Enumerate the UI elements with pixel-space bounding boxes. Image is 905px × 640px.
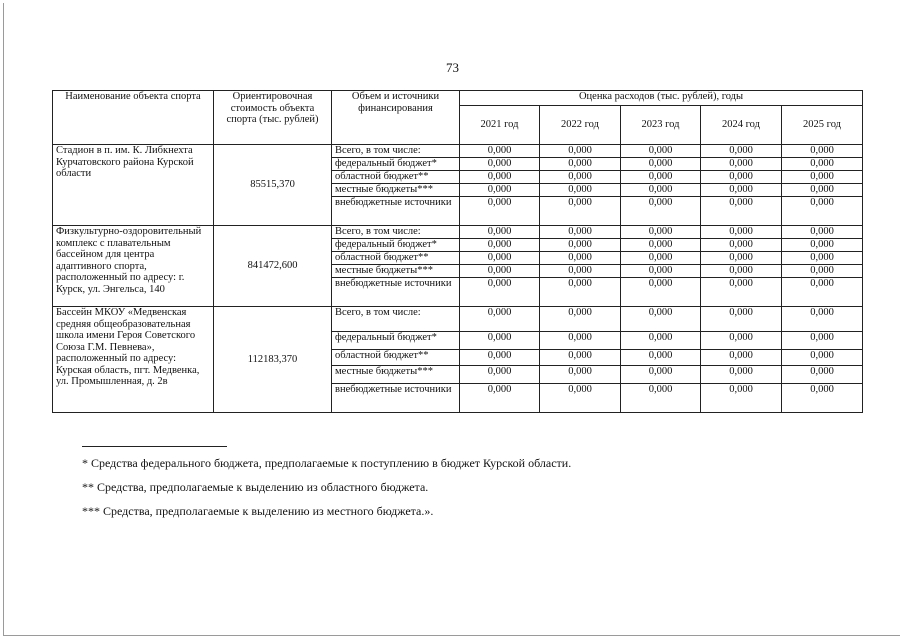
source-label: федеральный бюджет* — [332, 158, 460, 171]
value-cell: 0,000 — [621, 366, 701, 384]
source-label: внебюджетные источники — [332, 278, 460, 307]
value-cell: 0,000 — [701, 171, 782, 184]
value-cell: 0,000 — [460, 350, 540, 366]
project-cost: 841472,600 — [214, 226, 332, 307]
value-cell: 0,000 — [782, 278, 863, 307]
header-name: Наименование объекта спорта — [53, 91, 214, 145]
value-cell: 0,000 — [540, 226, 621, 239]
value-cell: 0,000 — [540, 350, 621, 366]
value-cell: 0,000 — [621, 239, 701, 252]
source-label: внебюджетные источники — [332, 384, 460, 413]
source-label: Всего, в том числе: — [332, 307, 460, 332]
header-cost: Ориентировочная стоимость объекта спорта (тыс. рублей) — [214, 91, 332, 145]
value-cell: 0,000 — [460, 226, 540, 239]
value-cell: 0,000 — [782, 350, 863, 366]
source-label: местные бюджеты*** — [332, 265, 460, 278]
value-cell: 0,000 — [782, 307, 863, 332]
value-cell: 0,000 — [621, 184, 701, 197]
header-estimate: Оценка расходов (тыс. рублей), годы — [460, 91, 863, 106]
value-cell: 0,000 — [540, 239, 621, 252]
value-cell: 0,000 — [621, 145, 701, 158]
source-label: местные бюджеты*** — [332, 366, 460, 384]
value-cell: 0,000 — [782, 239, 863, 252]
table-row — [53, 226, 863, 239]
source-label: федеральный бюджет* — [332, 239, 460, 252]
footnote-local: *** Средства, предполагаемые к выделению из местного бюджета.». — [82, 504, 434, 518]
value-cell: 0,000 — [701, 252, 782, 265]
value-cell: 0,000 — [782, 366, 863, 384]
page-number: 73 — [446, 60, 459, 75]
value-cell: 0,000 — [540, 307, 621, 332]
value-cell: 0,000 — [621, 332, 701, 350]
header-year: 2022 год — [540, 106, 621, 145]
value-cell: 0,000 — [460, 252, 540, 265]
value-cell: 0,000 — [782, 184, 863, 197]
footnote-federal: * Средства федерального бюджета, предполагаемые к поступлению в бюджет Курской области. — [82, 456, 572, 470]
header-sources: Объем и источники финансирования — [332, 91, 460, 145]
value-cell: 0,000 — [540, 158, 621, 171]
header-year: 2024 год — [701, 106, 782, 145]
value-cell: 0,000 — [621, 158, 701, 171]
value-cell: 0,000 — [621, 197, 701, 226]
value-cell: 0,000 — [782, 265, 863, 278]
value-cell: 0,000 — [460, 307, 540, 332]
source-label: Всего, в том числе: — [332, 226, 460, 239]
project-name: Бассейн МКОУ «Медвенская средняя общеобразовательная школа имени Героя Советского Союза Г.М. Певнева», расположенный по адресу: Курская область, пгт. Медвенка, ул. Промышленная, д. 2в — [53, 307, 214, 413]
value-cell: 0,000 — [782, 145, 863, 158]
value-cell: 0,000 — [701, 197, 782, 226]
value-cell: 0,000 — [460, 197, 540, 226]
value-cell: 0,000 — [540, 252, 621, 265]
source-label: областной бюджет** — [332, 350, 460, 366]
project-name: Физкультурно-оздоровительный комплекс с плавательным бассейном для центра адаптивного спорта, расположенный по адресу: г. Курск, ул. Энгельса, 140 — [53, 226, 214, 307]
value-cell: 0,000 — [782, 226, 863, 239]
value-cell: 0,000 — [460, 278, 540, 307]
value-cell: 0,000 — [621, 171, 701, 184]
project-name: Стадион в п. им. К. Либкнехта Курчатовского района Курской области — [53, 145, 214, 226]
value-cell: 0,000 — [701, 350, 782, 366]
value-cell: 0,000 — [460, 366, 540, 384]
budget-table — [52, 90, 863, 413]
source-label: местные бюджеты*** — [332, 184, 460, 197]
value-cell: 0,000 — [540, 197, 621, 226]
source-label: внебюджетные источники — [332, 197, 460, 226]
value-cell: 0,000 — [701, 226, 782, 239]
header-year: 2025 год — [782, 106, 863, 145]
value-cell: 0,000 — [701, 332, 782, 350]
value-cell: 0,000 — [621, 384, 701, 413]
footnote-regional: ** Средства, предполагаемые к выделению из областного бюджета. — [82, 480, 429, 494]
value-cell: 0,000 — [540, 184, 621, 197]
value-cell: 0,000 — [540, 145, 621, 158]
value-cell: 0,000 — [782, 332, 863, 350]
value-cell: 0,000 — [460, 332, 540, 350]
project-cost: 85515,370 — [214, 145, 332, 226]
value-cell: 0,000 — [621, 265, 701, 278]
value-cell: 0,000 — [701, 384, 782, 413]
value-cell: 0,000 — [621, 307, 701, 332]
value-cell: 0,000 — [460, 384, 540, 413]
value-cell: 0,000 — [701, 278, 782, 307]
value-cell: 0,000 — [460, 184, 540, 197]
value-cell: 0,000 — [782, 197, 863, 226]
table-row — [53, 307, 863, 332]
value-cell: 0,000 — [782, 384, 863, 413]
footnote-separator — [82, 446, 227, 447]
source-label: областной бюджет** — [332, 171, 460, 184]
value-cell: 0,000 — [782, 171, 863, 184]
value-cell: 0,000 — [540, 332, 621, 350]
source-label: областной бюджет** — [332, 252, 460, 265]
source-label: федеральный бюджет* — [332, 332, 460, 350]
source-label: Всего, в том числе: — [332, 145, 460, 158]
value-cell: 0,000 — [540, 171, 621, 184]
value-cell: 0,000 — [621, 278, 701, 307]
table-row — [53, 145, 863, 158]
value-cell: 0,000 — [701, 265, 782, 278]
value-cell: 0,000 — [460, 239, 540, 252]
value-cell: 0,000 — [621, 252, 701, 265]
value-cell: 0,000 — [460, 171, 540, 184]
value-cell: 0,000 — [701, 366, 782, 384]
value-cell: 0,000 — [782, 252, 863, 265]
footnotes — [82, 456, 862, 528]
value-cell: 0,000 — [701, 307, 782, 332]
value-cell: 0,000 — [621, 350, 701, 366]
value-cell: 0,000 — [701, 239, 782, 252]
value-cell: 0,000 — [621, 226, 701, 239]
value-cell: 0,000 — [540, 366, 621, 384]
value-cell: 0,000 — [460, 265, 540, 278]
value-cell: 0,000 — [701, 145, 782, 158]
header-row-top — [53, 91, 863, 106]
value-cell: 0,000 — [701, 184, 782, 197]
value-cell: 0,000 — [460, 158, 540, 171]
value-cell: 0,000 — [701, 158, 782, 171]
value-cell: 0,000 — [540, 265, 621, 278]
header-year: 2021 год — [460, 106, 540, 145]
project-cost: 112183,370 — [214, 307, 332, 413]
header-year: 2023 год — [621, 106, 701, 145]
value-cell: 0,000 — [540, 278, 621, 307]
value-cell: 0,000 — [782, 158, 863, 171]
value-cell: 0,000 — [540, 384, 621, 413]
value-cell: 0,000 — [460, 145, 540, 158]
